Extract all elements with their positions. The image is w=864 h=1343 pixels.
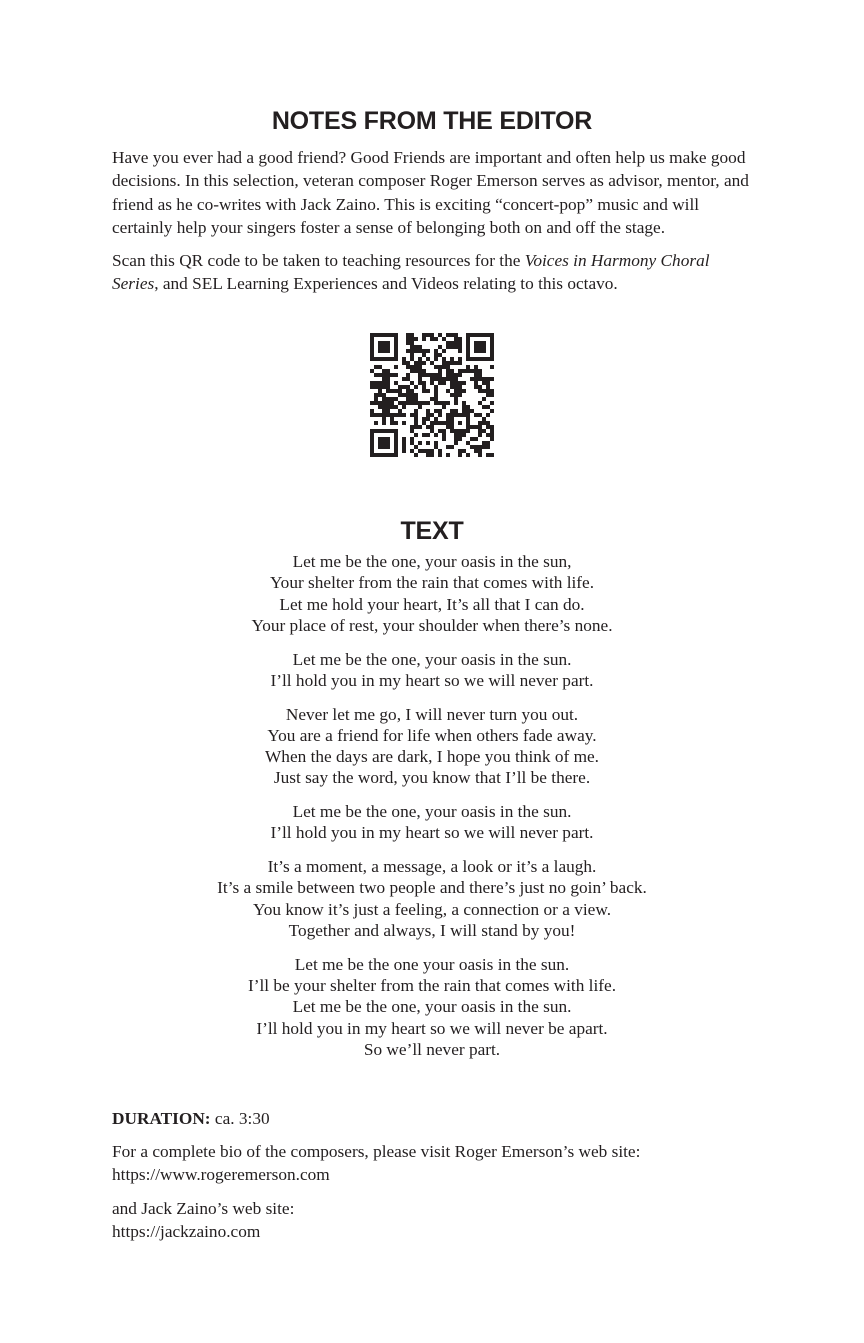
lyric-stanza: [0, 551, 864, 636]
duration-line: [112, 1107, 752, 1130]
lyric-line: Never let me go, I will never turn you out.: [285, 704, 579, 724]
lyric-line: I’ll hold you in my heart so we will never part.: [270, 670, 594, 690]
lyric-line: Let me be the one, your oasis in the sun.: [292, 997, 572, 1017]
bio-paragraph-jack: [112, 1197, 752, 1244]
lyric-stanza: [0, 704, 864, 789]
bio-roger-text: For a complete bio of the composers, please visit Roger Emerson’s web site:: [112, 1142, 641, 1161]
lyric-stanza: [0, 801, 864, 844]
lyric-line: When the days are dark, I hope you think of me.: [265, 747, 599, 767]
bio-jack-text: and Jack Zaino’s web site:: [112, 1199, 295, 1218]
lyric-line: Your place of rest, your shoulder when there’s none.: [251, 615, 613, 635]
qr-code-icon[interactable]: [370, 333, 494, 457]
duration-value: ca. 3:30: [214, 1109, 270, 1128]
editor-notes-heading: NOTES FROM THE EDITOR: [271, 107, 593, 135]
lyric-line: I’ll be your shelter from the rain that comes with life.: [247, 976, 617, 995]
bio-paragraph-roger: [112, 1140, 752, 1187]
lyric-stanza: [0, 649, 864, 692]
qr-instructions-paragraph: [112, 249, 752, 296]
lyric-line: Let me be the one, your oasis in the sun.: [292, 802, 572, 822]
lyric-line: Let me be the one, your oasis in the sun,: [292, 552, 572, 571]
lyric-line: Together and always, I will stand by you!: [288, 921, 576, 941]
lyric-line: It’s a moment, a message, a look or it’s a laugh.: [267, 857, 597, 877]
lyric-stanza: [0, 856, 864, 941]
roger-emerson-url[interactable]: https://www.rogeremerson.com: [112, 1165, 330, 1185]
lyric-line: You know it’s just a feeling, a connection or a view.: [252, 899, 612, 919]
duration-label: DURATION:: [112, 1109, 211, 1128]
qr-code-graphic: [370, 333, 494, 457]
lyric-line: You are a friend for life when others fade away.: [267, 725, 597, 745]
lyrics-block: [0, 551, 864, 1073]
editor-notes-paragraph: Have you ever had a good friend? Good Friends are important and often help us make good decisions. In this selection, veteran composer Roger Emerson serves as advisor, mentor, and friend as he co-writes with Jack Zaino. This is exciting “concert-pop” music and will certainly help your singers foster a sense of belonging both on and off the stage.: [112, 148, 749, 237]
lyric-line: Let me be the one your oasis in the sun.: [294, 954, 570, 974]
qr-instructions-text-end: , and SEL Learning Experiences and Videos relating to this octavo.: [154, 274, 618, 294]
lyric-line: I’ll hold you in my heart so we will never part.: [270, 823, 594, 843]
lyric-line: Let me be the one, your oasis in the sun.: [292, 649, 572, 669]
text-heading: TEXT: [400, 517, 464, 545]
lyric-stanza: [0, 954, 864, 1060]
lyric-line: So we’ll never part.: [363, 1039, 501, 1059]
jack-zaino-url[interactable]: https://jackzaino.com: [112, 1222, 261, 1242]
series-title: Voices in Harmony Choral Series: [112, 251, 710, 294]
lyric-line: Just say the word, you know that I’ll be there.: [273, 768, 591, 788]
qr-instructions-text-start: Scan this QR code to be taken to teaching resources for the: [112, 251, 525, 270]
lyric-line: It’s a smile between two people and there’s just no goin’ back.: [217, 878, 647, 898]
lyric-line: Let me hold your heart, It’s all that I can do.: [279, 594, 585, 614]
lyric-line: Your shelter from the rain that comes with life.: [269, 573, 595, 593]
lyric-line: I’ll hold you in my heart so we will never be apart.: [256, 1018, 608, 1038]
